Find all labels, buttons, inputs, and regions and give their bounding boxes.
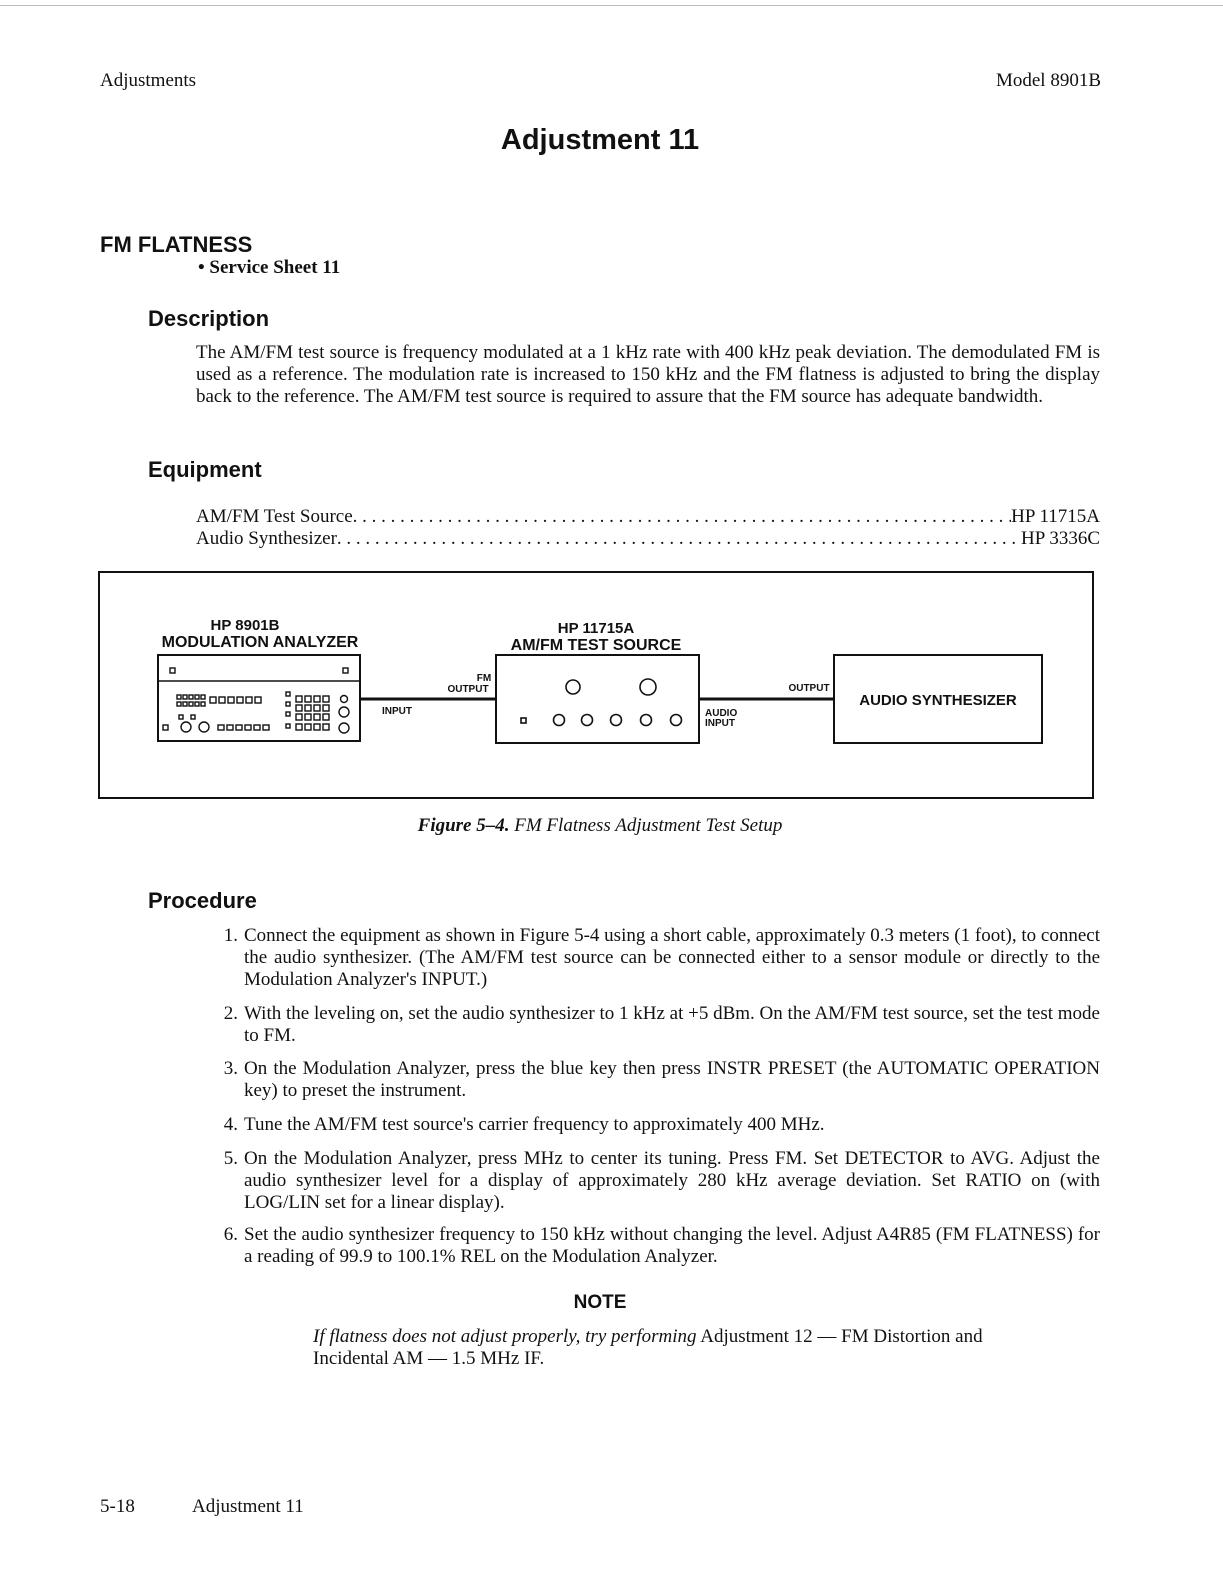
note-rest: Adjustment 12 — FM Distortion and Incidental AM — 1.5 MHz IF.	[313, 1326, 983, 1369]
equipment-row	[196, 506, 1100, 528]
source-name-label: AM/FM TEST SOURCE	[510, 637, 682, 654]
top-rule	[0, 5, 1223, 6]
audio-label: AUDIO	[705, 708, 738, 719]
analyzer-input-label: INPUT	[382, 706, 412, 717]
step-number: 5.	[223, 1148, 238, 1169]
footer-label: Adjustment 11	[192, 1496, 304, 1517]
procedure-step	[216, 1148, 1100, 1214]
procedure-step	[216, 925, 1100, 991]
service-sheet-item	[198, 257, 340, 279]
note-heading: NOTE	[573, 1292, 627, 1313]
step-text: Set the audio synthesizer frequency to 150 kHz without changing the level. Adjust A4R85 (FM FLATNESS) for a reading of 99.9 to 100.1% REL on the Modulation Analyzer.	[244, 1224, 1100, 1267]
source-panel-controls	[521, 679, 682, 726]
description-text: The AM/FM test source is frequency modulated at a 1 kHz rate with 400 kHz peak deviation. The demodulated FM is used as a reference. The modulation rate is increased to 150 kHz and the FM flatness is adjusted to bring the display back to the reference. The AM/FM test source is required to assure that the FM source has adequate bandwidth.	[196, 342, 1100, 407]
source-box	[496, 655, 699, 743]
equipment-name: AM/FM Test Source	[196, 506, 353, 527]
analyzer-panel-controls	[163, 668, 349, 733]
bullet-icon: •	[198, 257, 210, 278]
procedure-step	[216, 1003, 1100, 1047]
figure-title: FM Flatness Adjustment Test Setup	[514, 815, 783, 836]
step-number: 1.	[223, 925, 238, 946]
test-setup-diagram	[100, 573, 1092, 797]
footer-page-number: 5-18	[100, 1496, 135, 1517]
section-title: FM FLATNESS	[100, 232, 253, 257]
procedure-step	[216, 1058, 1100, 1102]
audio-input-label: INPUT	[705, 718, 735, 729]
step-text: Tune the AM/FM test source's carrier frequency to approximately 400 MHz.	[244, 1114, 825, 1135]
step-text: On the Modulation Analyzer, press MHz to center its tuning. Press FM. Set DETECTOR to AVG. Adjust the audio synthesizer level for a display of approximately 280 kHz average deviation. Set RATIO on (with LOG/LIN set for a linear display).	[244, 1148, 1100, 1213]
leader-dots	[337, 528, 1021, 550]
test-setup-figure	[98, 571, 1094, 799]
note-italic: If flatness does not adjust properly, try performing	[313, 1326, 697, 1347]
leader-dots	[353, 506, 1011, 528]
synth-label: AUDIO SYNTHESIZER	[859, 692, 1017, 709]
step-number: 6.	[223, 1224, 238, 1245]
service-sheet-label: Service Sheet 11	[209, 257, 341, 278]
procedure-heading: Procedure	[148, 888, 257, 913]
equipment-model: HP 11715A	[1011, 506, 1100, 527]
note-text	[313, 1326, 993, 1370]
fm-label: FM	[476, 673, 492, 684]
synth-output-label: OUTPUT	[788, 683, 830, 694]
description-heading: Description	[148, 306, 270, 331]
figure-caption	[0, 815, 1200, 837]
procedure-step	[216, 1224, 1100, 1268]
source-model-label: HP 11715A	[557, 620, 635, 637]
step-text: On the Modulation Analyzer, press the blue key then press INSTR PRESET (the AUTOMATIC OPERATION key) to preset the instrument.	[244, 1058, 1100, 1101]
step-number: 3.	[223, 1058, 238, 1079]
procedure-step	[216, 1114, 1100, 1136]
page-title: Adjustment 11	[500, 124, 700, 156]
analyzer-name-label: MODULATION ANALYZER	[161, 634, 359, 651]
header-right: Model 8901B	[995, 70, 1101, 91]
analyzer-model-label: HP 8901B	[210, 617, 280, 634]
equipment-name: Audio Synthesizer	[196, 528, 337, 549]
equipment-row	[196, 528, 1100, 550]
figure-number: Figure 5–4.	[417, 815, 510, 836]
equipment-model: HP 3336C	[1020, 528, 1100, 549]
step-number: 2.	[223, 1003, 238, 1024]
header-left: Adjustments	[100, 70, 197, 91]
fm-output-label: OUTPUT	[447, 684, 489, 695]
step-number: 4.	[223, 1114, 238, 1135]
step-text: With the leveling on, set the audio synthesizer to 1 kHz at +5 dBm. On the AM/FM test source, set the test mode to FM.	[244, 1003, 1100, 1046]
step-text: Connect the equipment as shown in Figure 5-4 using a short cable, approximately 0.3 meters (1 foot), to connect the audio synthesizer. (The AM/FM test source can be connected either to a sensor module or directly to the Modulation Analyzer's INPUT.)	[244, 925, 1100, 990]
equipment-heading: Equipment	[148, 457, 262, 482]
